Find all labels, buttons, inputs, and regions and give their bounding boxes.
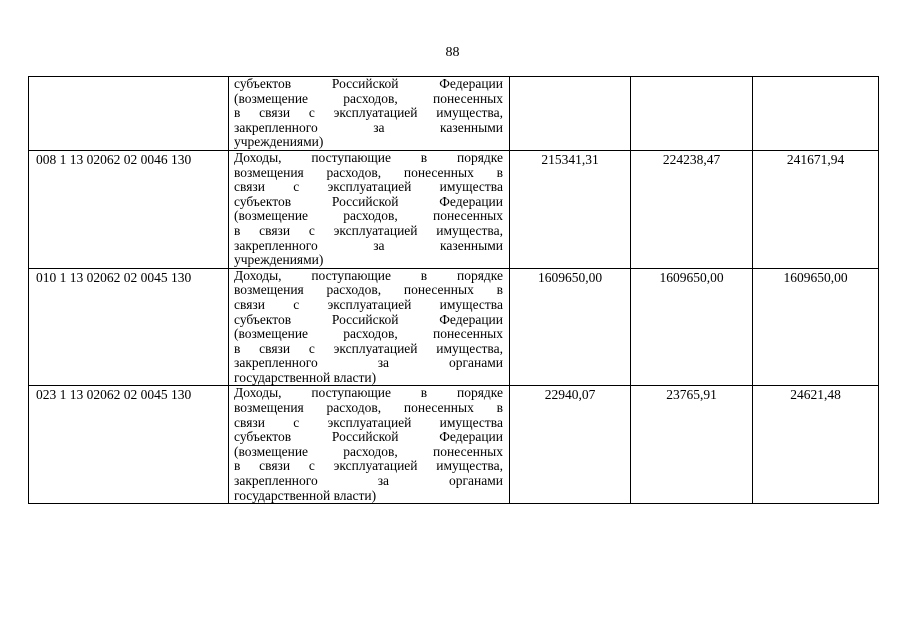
amount-cell-2: 23765,91	[631, 386, 753, 504]
description-line: закрепленного за органами	[234, 474, 503, 489]
description-cell	[229, 150, 510, 268]
amount-cell-1: 215341,31	[510, 150, 631, 268]
description-line: возмещения расходов, понесенных в	[234, 165, 503, 180]
description-line: закрепленного за казенными	[234, 120, 503, 135]
description-line: (возмещение расходов, понесенных	[234, 327, 503, 342]
amount-cell-3: 1609650,00	[753, 268, 879, 386]
amount-cell-3: 24621,48	[753, 386, 879, 504]
amount-cell-2: 1609650,00	[631, 268, 753, 386]
table-row	[29, 268, 879, 386]
description-cell	[229, 268, 510, 386]
description-line: государственной власти)	[234, 370, 377, 385]
amount-cell-2	[631, 77, 753, 151]
description-line: закрепленного за казенными	[234, 238, 503, 253]
description-line: связи с эксплуатацией имущества	[234, 415, 503, 430]
amount-cell-3: 241671,94	[753, 150, 879, 268]
budget-code-cell: 010 1 13 02062 02 0045 130	[29, 268, 229, 386]
description-line: в связи с эксплуатацией имущества,	[234, 341, 503, 356]
description-cell	[229, 386, 510, 504]
description-line: субъектов Российской Федерации	[234, 312, 503, 327]
page-number: 88	[445, 45, 460, 60]
budget-code-cell: 023 1 13 02062 02 0045 130	[29, 386, 229, 504]
description-line: субъектов Российской Федерации	[234, 194, 503, 209]
amount-cell-2: 224238,47	[631, 150, 753, 268]
description-line: (возмещение расходов, понесенных	[234, 209, 503, 224]
description-line: связи с эксплуатацией имущества	[234, 297, 503, 312]
description-line: в связи с эксплуатацией имущества,	[234, 459, 503, 474]
description-line: государственной власти)	[234, 488, 377, 503]
budget-code-cell: 008 1 13 02062 02 0046 130	[29, 150, 229, 268]
description-line: субъектов Российской Федерации	[234, 77, 503, 91]
description-line: возмещения расходов, понесенных в	[234, 401, 503, 416]
amount-cell-1: 1609650,00	[510, 268, 631, 386]
description-line: связи с эксплуатацией имущества	[234, 180, 503, 195]
description-line: учреждениями)	[234, 135, 324, 150]
description-line: Доходы, поступающие в порядке	[234, 268, 503, 283]
revenue-table	[28, 76, 879, 504]
table-row	[29, 150, 879, 268]
amount-cell-1: 22940,07	[510, 386, 631, 504]
description-line: в связи с эксплуатацией имущества,	[234, 106, 503, 121]
description-cell	[229, 77, 510, 151]
description-line: в связи с эксплуатацией имущества,	[234, 223, 503, 238]
budget-code-cell	[29, 77, 229, 151]
description-line: (возмещение расходов, понесенных	[234, 444, 503, 459]
description-line: Доходы, поступающие в порядке	[234, 150, 503, 165]
amount-cell-3	[753, 77, 879, 151]
description-line: (возмещение расходов, понесенных	[234, 91, 503, 106]
description-line: субъектов Российской Федерации	[234, 430, 503, 445]
table-row	[29, 386, 879, 504]
description-line: Доходы, поступающие в порядке	[234, 386, 503, 401]
table-row	[29, 77, 879, 151]
description-line: закрепленного за органами	[234, 356, 503, 371]
description-line: учреждениями)	[234, 253, 324, 268]
amount-cell-1	[510, 77, 631, 151]
description-line: возмещения расходов, понесенных в	[234, 283, 503, 298]
